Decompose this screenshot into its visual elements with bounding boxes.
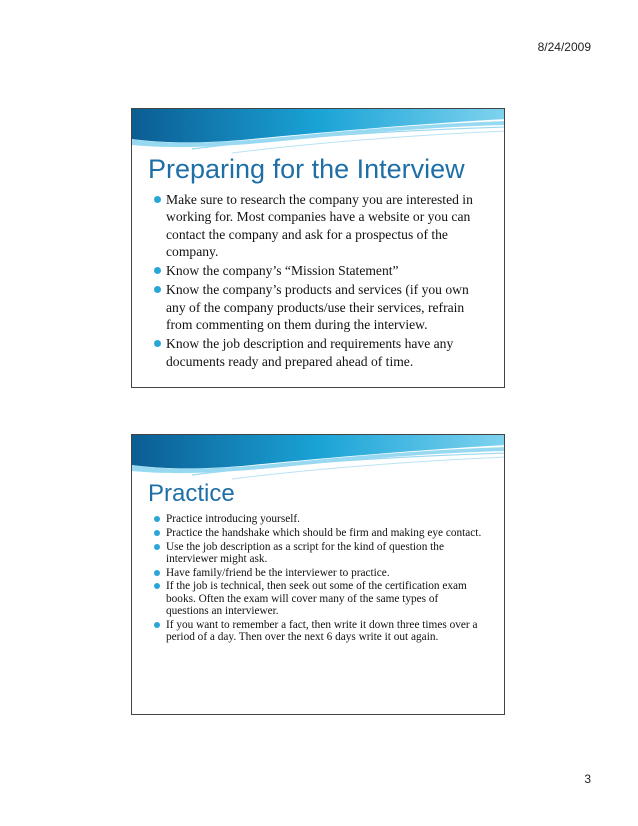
slide-practice [131, 434, 505, 715]
bullet-icon [154, 516, 160, 522]
bullet-text: Have family/friend be the interviewer to practice. [166, 566, 390, 579]
list-item [132, 580, 482, 617]
list-item [132, 513, 482, 525]
list-item [132, 281, 482, 333]
bullet-text: Know the company’s “Mission Statement” [166, 263, 399, 279]
list-item [132, 527, 482, 539]
bullet-list [132, 191, 482, 372]
slide-title: Preparing for the Interview [148, 154, 465, 184]
slide-preparing [131, 108, 505, 388]
list-item [132, 335, 482, 370]
bullet-text: Practice the handshake which should be firm and making eye contact. [166, 526, 482, 539]
bullet-icon [154, 286, 161, 293]
bullet-text: If the job is technical, then seek out some of the certification exam books. Often the exam will cover many of the same types of questions an interviewer. [166, 580, 467, 618]
bullet-icon [154, 196, 161, 203]
bullet-icon [154, 544, 160, 550]
bullet-text: Practice introducing yourself. [166, 513, 300, 525]
list-item [132, 541, 482, 566]
bullet-text: Use the job description as a script for the kind of question the interviewer might ask. [166, 540, 444, 565]
bullet-icon [154, 530, 160, 536]
list-item [132, 567, 482, 579]
bullet-text: If you want to remember a fact, then write it down three times over a period of a day. Then over the next 6 days write it out again. [166, 618, 478, 644]
bullet-text: Make sure to research the company you are interested in working for. Most companies have a website or you can contact the company and ask for a prospectus of the company. [166, 192, 473, 259]
bullet-icon [154, 570, 160, 576]
bullet-icon [154, 340, 161, 347]
date-header: 8/24/2009 [537, 40, 591, 54]
bullet-icon [154, 267, 161, 274]
list-item [132, 262, 482, 279]
page-number: 3 [584, 772, 591, 786]
bullet-text: Know the company’s products and services (if you own any of the company products/use their services, refrain from commenting on them during the interview. [166, 282, 469, 333]
bullet-list [132, 513, 482, 645]
bullet-text: Know the job description and requirements have any documents ready and prepared ahead of time. [166, 336, 454, 369]
slide-title: Practice [148, 480, 235, 507]
list-item [132, 191, 482, 260]
bullet-icon [154, 583, 160, 589]
bullet-icon [154, 622, 160, 628]
list-item [132, 619, 482, 644]
